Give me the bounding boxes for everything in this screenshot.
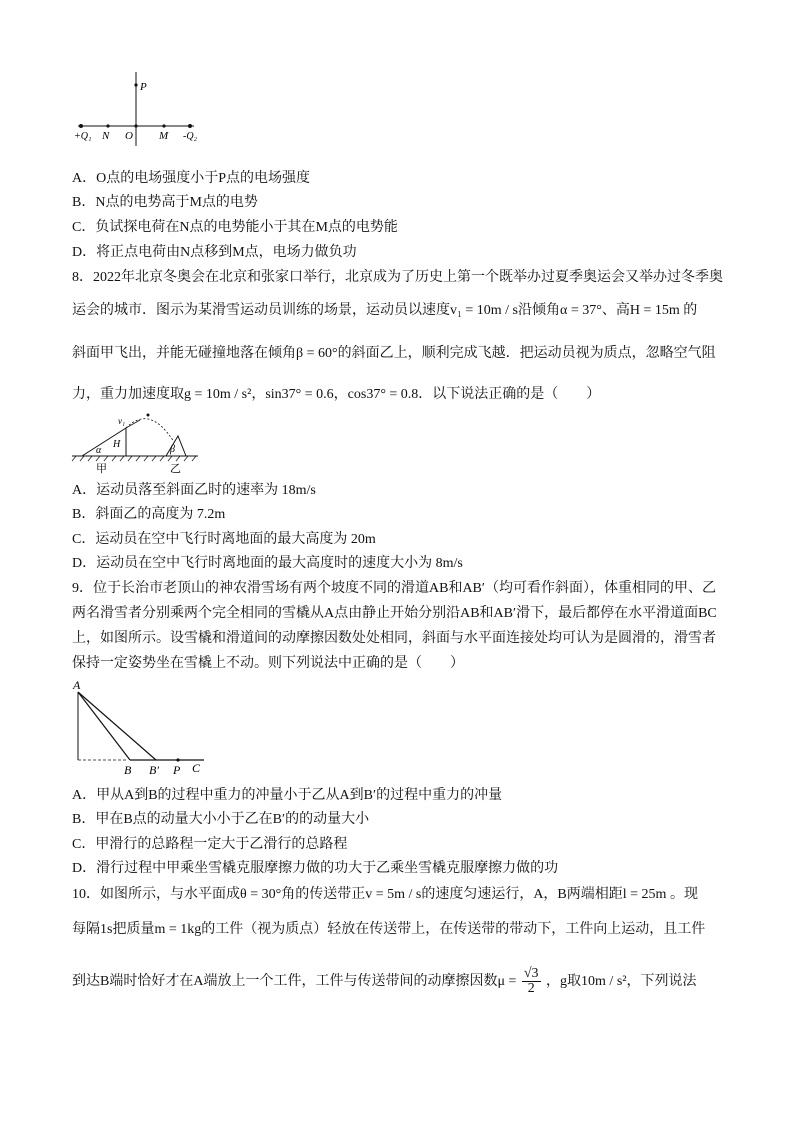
q9-option-d: D．滑行过程中甲乘坐雪橇克服摩擦力做的功大于乙乘坐雪橇克服摩擦力做的功	[72, 861, 559, 876]
charge-axis-figure	[70, 68, 210, 150]
label-alpha: α	[96, 445, 102, 456]
q7-option-d: D．将正点电荷由N点移到M点，电场力做负功	[72, 245, 357, 260]
mu-fraction	[522, 967, 541, 996]
label-n: N	[102, 130, 110, 142]
label-h: H	[113, 439, 121, 450]
label-b-prime: B′	[149, 763, 159, 777]
label-b: B	[124, 763, 132, 777]
q8-option-c: C．运动员在空中飞行时离地面的最大高度为 20m	[72, 532, 376, 547]
q8-option-b: B．斜面乙的高度为 7.2m	[72, 507, 226, 522]
q9-option-b: B．甲在B点的动量大小小于乙在B′的的动量大小	[72, 812, 370, 827]
q9-option-c: C．甲滑行的总路程一定大于乙滑行的总路程	[72, 837, 348, 852]
q9-stem-line2: 两名滑雪者分别乘两个完全相同的雪橇从A点由静止开始分别沿AB和AB′滑下，最后都停在水平滑道面BC	[72, 606, 717, 621]
label-jia: 甲	[96, 463, 107, 475]
q8-stem-line4: 力，重力加速度取g = 10m / s²，sin37° = 0.6，cos37° = 0.8．以下说法正确的是（ ）	[72, 387, 601, 402]
label-beta: β	[170, 444, 175, 455]
q10-stem-line1: 10．如图所示，与水平面成θ = 30°角的传送带正v = 5m / s的速度匀速运行，A，B两端相距l = 25m 。现	[72, 887, 698, 902]
label-p: P	[140, 81, 147, 93]
label-m: M	[159, 130, 169, 142]
q7-option-b: B．N点的电势高于M点的电势	[72, 195, 258, 210]
q9-stem-line3: 上，如图所示。设雪橇和滑道间的动摩擦因数处处相同，斜面与水平面连接处均可认为是圆滑的，滑雪者	[72, 631, 716, 646]
q7-option-c: C．负试探电荷在N点的电势能小于其在M点的电势能	[72, 220, 398, 235]
q8-stem-line1: 8．2022年北京冬奥会在北京和张家口举行，北京成为了历史上第一个既举办过夏季奥运会又举办过冬季奥	[72, 270, 723, 285]
mu-fraction-denominator: 2	[527, 981, 535, 997]
label-q1: +Q₁	[74, 131, 92, 142]
label-a: A	[73, 678, 81, 692]
q10-stem-line3	[72, 962, 696, 1002]
label-q2: -Q₂	[183, 131, 198, 142]
q9-stem-line4: 保持一定姿势坐在雪橇上不动。则下列说法中正确的是（ ）	[72, 656, 464, 671]
q8-option-a: A．运动员落至斜面乙时的速率为 18m/s	[72, 483, 316, 498]
label-p9: P	[173, 763, 181, 777]
q10-stem-line3-b: ，g取10m / s²，下列说法	[546, 974, 697, 989]
label-v1: v₁	[118, 416, 126, 426]
q7-option-a: A．O点的电场强度小于P点的电场强度	[72, 171, 311, 186]
label-yi: 乙	[170, 463, 181, 475]
q9-option-a: A．甲从A到B的过程中重力的冲量小于乙从A到B′的过程中重力的冲量	[72, 788, 503, 803]
label-o: O	[125, 130, 133, 142]
mu-fraction-numerator: √3	[523, 966, 539, 982]
ski-jump-figure	[70, 410, 200, 480]
q10-stem-line3-a: 到达B端时恰好才在A端放上一个工件，工件与传送带间的动摩擦因数μ =	[72, 974, 517, 989]
q8-stem-line3: 斜面甲飞出，并能无碰撞地落在倾角β = 60°的斜面乙上，顺利完成飞越．把运动员视为质点，忽略空气阻	[72, 346, 716, 361]
ski-slope-figure	[70, 678, 210, 780]
q10-stem-line2: 每隔1s把质量m = 1kg的工件（视为质点）轻放在传送带上，在传送带的带动下，工件向上运动，且工件	[72, 922, 706, 937]
q9-stem-line1: 9．位于长治市老顶山的神农滑雪场有两个坡度不同的滑道AB和AB′（均可看作斜面），体重相同的甲、乙	[72, 581, 716, 596]
q8-option-d: D．运动员在空中飞行时离地面的最大高度时的速度大小为 8m/s	[72, 556, 463, 571]
label-c: C	[192, 761, 201, 775]
q8-stem-line2: 运会的城市．图示为某滑雪运动员训练的场景，运动员以速度v₁ = 10m / s沿倾角α = 37°、高H = 15m 的	[72, 303, 698, 318]
